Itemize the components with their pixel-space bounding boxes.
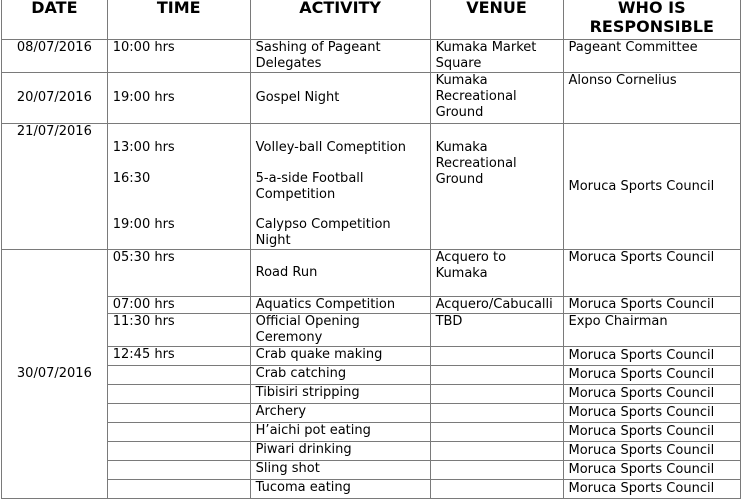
activity-cell: Piwari drinking: [250, 442, 430, 461]
time-line: 13:00 hrs: [112, 140, 175, 155]
time-cell: [107, 366, 250, 385]
venue-line: Kumaka Market: [435, 40, 537, 55]
responsible-cell: Moruca Sports Council: [563, 250, 741, 297]
venue-line: Recreational: [435, 156, 517, 171]
activity-cell: H’aichi pot eating: [250, 423, 430, 442]
venue-cell: [430, 73, 563, 124]
activity-line: Sashing of Pageant: [255, 40, 381, 55]
responsible-cell: Moruca Sports Council: [563, 442, 741, 461]
activity-cell: Tucoma eating: [250, 480, 430, 499]
activity-line: Competition: [255, 187, 336, 202]
time-cell: [107, 461, 250, 480]
venue-cell: [430, 385, 563, 404]
time-cell: [107, 480, 250, 499]
time-cell: [107, 124, 250, 250]
date-cell: 30/07/2016: [2, 250, 108, 499]
time-cell: 19:00 hrs: [107, 73, 250, 124]
activity-cell: Archery: [250, 404, 430, 423]
venue-cell: TBD: [430, 314, 563, 347]
activity-line: Ceremony: [255, 330, 323, 345]
header-responsible-line1: WHO IS: [617, 0, 686, 17]
activity-line: Calypso Competition: [255, 217, 391, 232]
venue-cell: [430, 423, 563, 442]
activity-line: Night: [255, 233, 291, 248]
header-row: [2, 0, 741, 40]
venue-line: Kumaka: [435, 266, 488, 281]
time-cell: [107, 404, 250, 423]
activity-cell: Sling shot: [250, 461, 430, 480]
activity-cell: [250, 40, 430, 73]
responsible-cell: Pageant Committee: [563, 40, 741, 73]
responsible-cell: Alonso Cornelius: [563, 73, 741, 124]
date-cell: 08/07/2016: [2, 40, 108, 73]
responsible-cell: Moruca Sports Council: [563, 366, 741, 385]
responsible-cell: Moruca Sports Council: [563, 124, 741, 250]
header-venue: VENUE: [430, 0, 563, 40]
activity-line: Volley-ball Comeptition: [255, 140, 407, 155]
activity-cell: Road Run: [250, 250, 430, 297]
table-row: [2, 461, 741, 480]
venue-line: Ground: [435, 105, 484, 120]
activity-cell: [250, 314, 430, 347]
table-row: [2, 73, 741, 124]
responsible-cell: Moruca Sports Council: [563, 404, 741, 423]
venue-line: Kumaka: [435, 140, 488, 155]
venue-cell: [430, 124, 563, 250]
venue-cell: [430, 404, 563, 423]
time-cell: [107, 423, 250, 442]
table-row: [2, 297, 741, 314]
activity-cell: Aquatics Competition: [250, 297, 430, 314]
table-row: [2, 366, 741, 385]
activity-line: Delegates: [255, 56, 322, 71]
table-row: [2, 385, 741, 404]
venue-cell: [430, 461, 563, 480]
venue-cell: [430, 250, 563, 297]
time-line: 19:00 hrs: [112, 217, 175, 232]
activity-line: 5-a-side Football: [255, 171, 364, 186]
schedule-table: [1, 0, 741, 499]
venue-cell: [430, 40, 563, 73]
time-cell: 10:00 hrs: [107, 40, 250, 73]
responsible-cell: Moruca Sports Council: [563, 385, 741, 404]
time-line: 16:30: [112, 171, 151, 186]
header-responsible-line2: RESPONSIBLE: [589, 17, 714, 36]
time-cell: [107, 442, 250, 461]
table-row: [2, 314, 741, 347]
activity-cell: Tibisiri stripping: [250, 385, 430, 404]
activity-cell: Crab quake making: [250, 347, 430, 366]
venue-line: Acquero to: [435, 250, 507, 265]
venue-cell: [430, 347, 563, 366]
header-time: TIME: [107, 0, 250, 40]
activity-cell: Crab catching: [250, 366, 430, 385]
venue-line: Ground: [435, 172, 484, 187]
table-row: [2, 442, 741, 461]
table-row: [2, 404, 741, 423]
activity-cell: [250, 124, 430, 250]
header-activity: ACTIVITY: [250, 0, 430, 40]
activity-line: Official Opening: [255, 314, 360, 329]
table-row: [2, 423, 741, 442]
responsible-cell: Moruca Sports Council: [563, 423, 741, 442]
time-cell: [107, 385, 250, 404]
venue-line: Square: [435, 56, 482, 71]
date-cell: 21/07/2016: [2, 124, 108, 250]
time-cell: 12:45 hrs: [107, 347, 250, 366]
responsible-cell: Moruca Sports Council: [563, 297, 741, 314]
venue-line: Kumaka: [435, 73, 488, 88]
responsible-cell: Moruca Sports Council: [563, 347, 741, 366]
venue-cell: [430, 442, 563, 461]
time-cell: 11:30 hrs: [107, 314, 250, 347]
responsible-cell: Moruca Sports Council: [563, 480, 741, 499]
table-row: [2, 40, 741, 73]
table-row: [2, 347, 741, 366]
venue-line: Recreational: [435, 89, 517, 104]
responsible-cell: Expo Chairman: [563, 314, 741, 347]
activity-cell: Gospel Night: [250, 73, 430, 124]
venue-cell: [430, 366, 563, 385]
header-responsible: [563, 0, 741, 40]
header-date: DATE: [2, 0, 108, 40]
table-row: [2, 124, 741, 250]
date-cell: 20/07/2016: [2, 73, 108, 124]
time-cell: 07:00 hrs: [107, 297, 250, 314]
time-cell: 05:30 hrs: [107, 250, 250, 297]
responsible-cell: Moruca Sports Council: [563, 461, 741, 480]
venue-cell: [430, 480, 563, 499]
table-row: [2, 250, 741, 297]
venue-cell: Acquero/Cabucalli: [430, 297, 563, 314]
table-row: [2, 480, 741, 499]
